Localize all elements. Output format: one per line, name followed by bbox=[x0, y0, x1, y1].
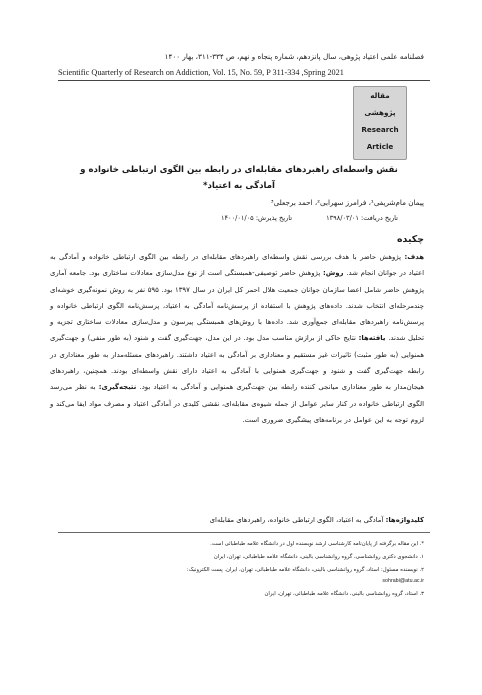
accepted-date: تاریخ پذیرش: ۱۴۰۰/۰۱/۰۵ bbox=[220, 214, 293, 222]
corresponding-email[interactable]: sohrabi@atu.ac.ir bbox=[382, 577, 424, 584]
article-title bbox=[64, 162, 414, 194]
objective-text: پژوهش حاضر با هدف بررسی نقش واسطه‌ای راهبردهای مقابله‌ای در رابطه بین الگوی ارتباطی خانواده و آمادگی به اعتیاد در جوانان انجام شد. bbox=[50, 253, 425, 278]
abstract-body bbox=[50, 249, 424, 505]
footnote-author-2: ۲. نویسنده مسئول: استاد، گروه روانشناسی بالینی، دانشگاه علامه طباطبائی، تهران، ایران. پست الکترونیک: bbox=[186, 567, 424, 574]
method-text: پژوهش حاضر توصیفی-همبستگی است از نوع مدل‌سازی معادلات ساختاری بود. جامعه آماری پژوهش حاضر شامل اعضا سازمان جوانان جمعیت هلال احمر کل ایران در سال ۱۳۹۷ بود. ۵۹۵ نفر به روش نمونه‌گیری خوشه‌ای چندمرحله‌ای انتخاب شدند. داده‌های پژوهش با استفاده از پرسش‌نامه آمادگی به اعتیاد، پرسش‌نامه الگوی ارتباطی خانواده و پرسش‌نامه راهبردهای مقابله‌ای جمع‌آوری شد. داده‌ها با روش‌های همبستگی پیرسون و مدل‌سازی معادلات ساختاری تجزیه و تحلیل شدند. bbox=[50, 269, 424, 343]
findings-text: نتایج حاکی از برازش مناسب مدل بود. در این مدل، جهت‌گیری گفت و شنود (به طور منفی) و جهت‌گیری همنوایی (به طور مثبت) تاثیرات غیر مستقیم و معناداری بر آمادگی به اعتیاد داشتند. راهبردهای مسئله‌مدار به طور معناداری در رابطه جهت‌گیری گفت و شنود و جهت‌گیری همنوایی با آمادگی به اعتیاد دارای نقش واسطه‌ای بودند. همچنین، راهبردهای هیجان‌مدار به طور معناداری میانجی کننده رابطه بین جهت‌گیری همنوایی و آمادگی به اعتیاد بود. bbox=[50, 334, 424, 392]
keywords-text: آمادگی به اعتیاد، الگوی ارتباطی خانواده، راهبردهای مقابله‌ای bbox=[209, 516, 386, 524]
keywords-label: کلیدواژه‌ها: bbox=[385, 516, 424, 524]
footnote-author-3: ۳. استاد، گروه روانشناسی بالینی، دانشگاه علامه طباطبائی، تهران، ایران bbox=[264, 590, 424, 597]
badge-label-research-fa: پژوهشی bbox=[364, 108, 396, 117]
journal-header-english: Scientific Quarterly of Research on Addiction, Vol. 15, No. 59, P 311-334 ,Spring 2021 bbox=[58, 68, 344, 77]
badge-label-article-en: Article bbox=[366, 142, 394, 151]
objective-label: هدف: bbox=[404, 253, 424, 261]
article-dates bbox=[221, 213, 398, 223]
findings-label: یافته‌ها: bbox=[358, 334, 386, 343]
article-title-line-2: آمادگی به اعتیاد* bbox=[203, 181, 275, 191]
footnotes bbox=[50, 540, 424, 603]
footnote-author-1: ۱. دانشجوی دکتری روانشناسی، گروه روانشناسی بالینی، دانشگاه علامه طباطبائی، تهران، ایران bbox=[213, 554, 424, 561]
badge-label-research-en: Research bbox=[361, 125, 399, 134]
method-label: روش: bbox=[323, 269, 344, 278]
footnote-divider bbox=[58, 532, 430, 533]
keywords bbox=[50, 514, 424, 526]
article-title-line-1: نقش واسطه‌ای راهبردهای مقابله‌ای در رابطه بین الگوی ارتباطی خانواده و bbox=[80, 165, 398, 175]
journal-header-persian: فصلنامه علمی اعتیاد پژوهی، سال پانزدهم، شماره پنجاه و نهم، ص ۳۳۴-۳۱۱، بهار ۱۴۰۰ bbox=[164, 52, 424, 61]
article-type-badge bbox=[353, 86, 407, 160]
abstract-heading: چکیده bbox=[397, 234, 424, 245]
author-list: پیمان مام‌شریفی¹، فرامرز سهرابی²، احمد برجعلی³ bbox=[270, 198, 424, 207]
conclusion-label: نتیجه‌گیری: bbox=[98, 383, 137, 392]
footnote-thesis: *. این مقاله برگرفته از پایان‌نامه کارشناسی ارشد نویسنده اول در دانشگاه علامه طباطبائی است. bbox=[210, 541, 424, 547]
received-date: تاریخ دریافت: ۱۳۹۸/۰۳/۰۱ bbox=[326, 214, 398, 222]
badge-label-article-fa: مقاله bbox=[370, 91, 390, 100]
conclusion-text: به نظر می‌رسد الگوی ارتباطی خانواده در کنار سایر عوامل از جمله شیوه‌ی مقابله‌ای، نقشی کلیدی در آمادگی اعتیاد و مصرف مواد ایفا می‌کند و لزوم توجه به این عوامل در برنامه‌های پیشگیری ضروری است. bbox=[50, 383, 424, 424]
header-divider bbox=[58, 80, 430, 81]
